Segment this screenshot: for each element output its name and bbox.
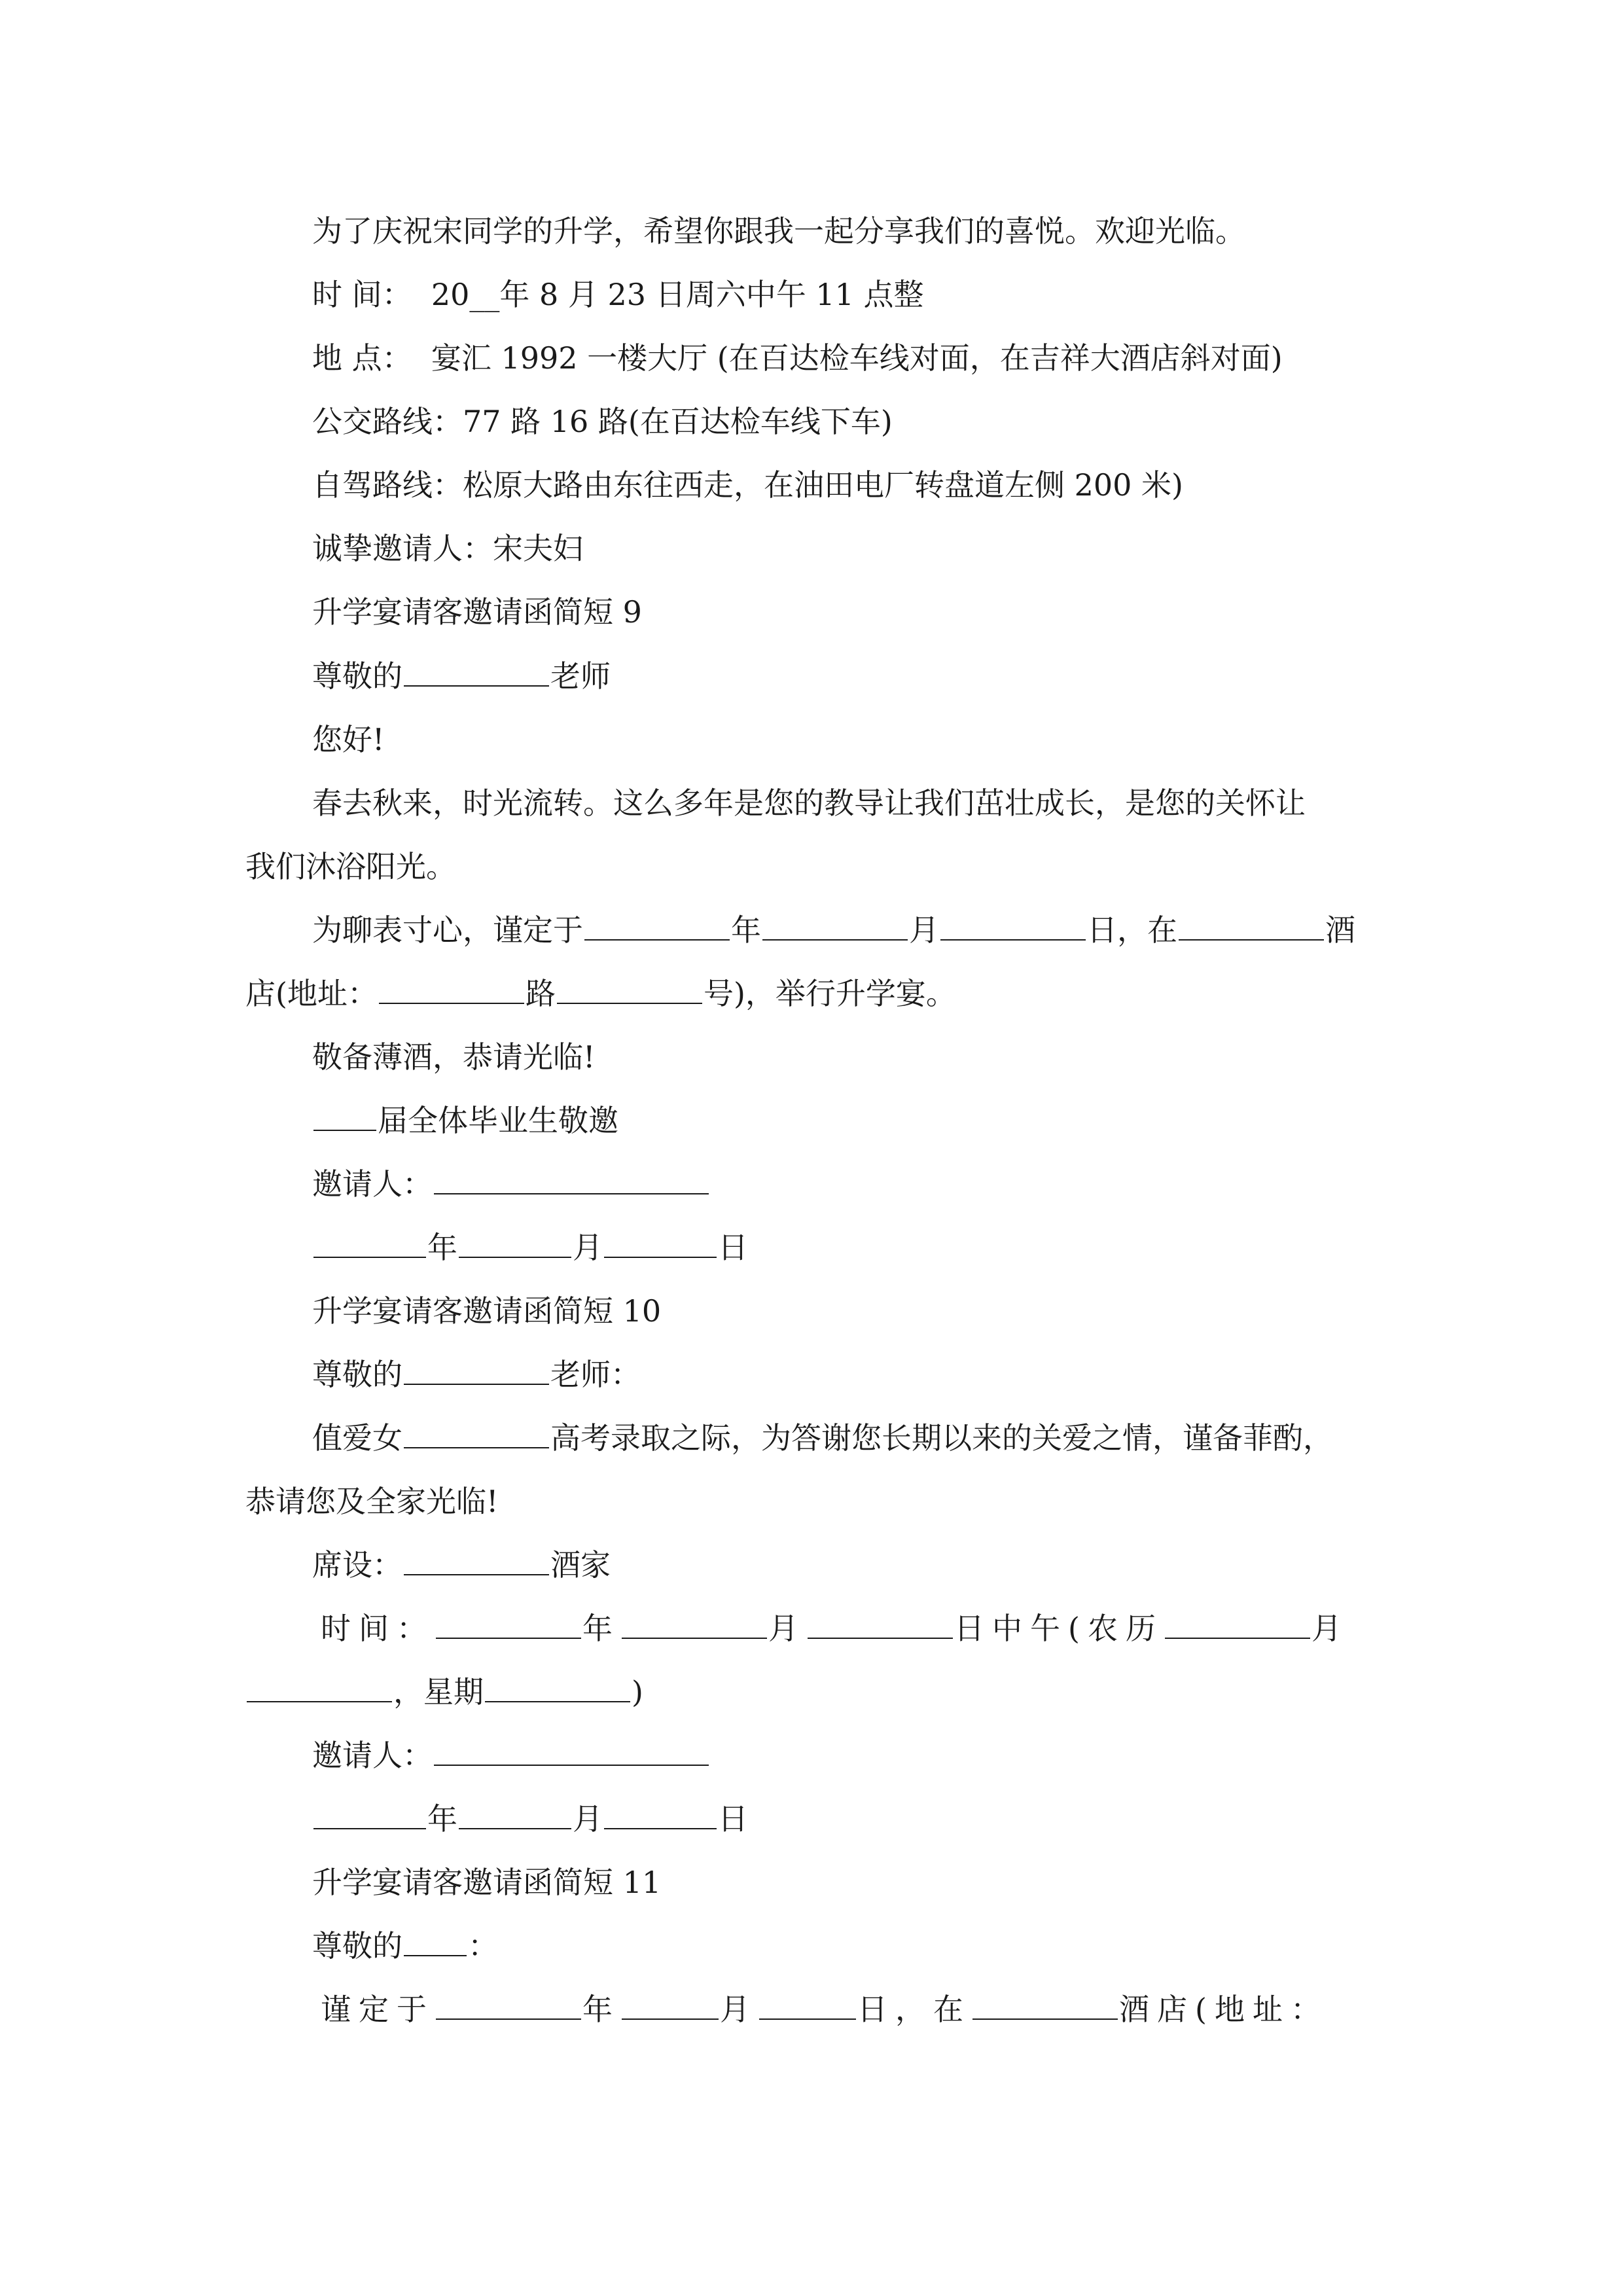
text-line — [312, 720, 385, 759]
paragraph-text: 日，在 — [857, 1992, 971, 2027]
text-line — [312, 211, 1245, 251]
blank-field — [972, 1992, 1118, 2020]
blank-field — [762, 913, 908, 941]
paragraph-text: 年 — [731, 912, 761, 948]
paragraph-text: 月 — [909, 912, 939, 948]
blank-field — [404, 1548, 549, 1575]
blank-field — [584, 913, 730, 941]
paragraph-text: 酒 — [1325, 912, 1355, 948]
blank-field — [459, 1802, 571, 1829]
paragraph-text: 敬备薄酒，恭请光临! — [312, 1039, 596, 1075]
paragraph-text: 谨定于 — [321, 1992, 435, 2027]
text-line — [312, 402, 893, 441]
salutation-text: 老师 — [550, 658, 611, 694]
blank-field — [1165, 1611, 1310, 1639]
time-label: ，星期 — [393, 1674, 484, 1710]
blank-field — [759, 1992, 856, 2020]
date-label: 日 — [718, 1230, 748, 1265]
paragraph-text: 店(地址： — [245, 976, 378, 1011]
text-line — [245, 1482, 499, 1521]
section-heading — [312, 1291, 661, 1331]
time-label: 月 — [1311, 1611, 1349, 1646]
text-line — [312, 1164, 710, 1204]
time-label: ) — [632, 1674, 643, 1710]
date-line — [312, 1228, 748, 1267]
salutation-text: 老师： — [550, 1357, 641, 1392]
blank-field — [434, 1167, 709, 1194]
venue-label: 酒家 — [550, 1547, 611, 1583]
text-line — [312, 1355, 641, 1394]
text-line — [312, 465, 1183, 505]
text-line — [312, 1037, 596, 1077]
date-label: 月 — [573, 1801, 603, 1837]
text-line — [312, 656, 611, 696]
blank-field — [247, 1675, 392, 1702]
blank-field — [459, 1230, 571, 1258]
bus-route: 公交路线：77 路 16 路(在百达检车线下车) — [312, 404, 893, 439]
time-label: 月 — [768, 1611, 806, 1646]
heading-text: 升学宴请客邀请函简短 11 — [312, 1865, 662, 1900]
blank-field — [557, 977, 702, 1004]
paragraph-text: 月 — [720, 1992, 758, 2027]
inviter-label: 邀请人： — [312, 1738, 433, 1773]
inviter-label: 邀请人： — [312, 1166, 433, 1202]
section-heading — [312, 592, 642, 632]
paragraph-text: 日，在 — [1087, 912, 1177, 948]
blank-field — [622, 1992, 719, 2020]
paragraph-text: 我们沐浴阳光。 — [245, 849, 456, 884]
text-line — [312, 338, 1283, 378]
text-line — [312, 1418, 1333, 1458]
text-line — [312, 1736, 710, 1775]
paragraph-text: 届全体毕业生敬邀 — [378, 1103, 618, 1138]
text-line — [321, 1609, 1349, 1648]
blank-field — [604, 1802, 717, 1829]
salutation-text: 尊敬的 — [312, 1357, 402, 1392]
paragraph-text: 路 — [525, 976, 556, 1011]
text-line — [245, 847, 456, 886]
driving-route: 自驾路线：松原大路由东往西走，在油田电厂转盘道左侧 200 米) — [312, 467, 1183, 503]
text-line — [312, 1926, 498, 1965]
paragraph-text: 春去秋来，时光流转。这么多年是您的教导让我们茁壮成长，是您的关怀让 — [312, 785, 1306, 821]
text-line — [312, 275, 923, 314]
paragraph-text: 恭请您及全家光临! — [245, 1484, 499, 1519]
inviter-line: 诚挚邀请人：宋夫妇 — [312, 531, 583, 566]
section-heading — [312, 1863, 661, 1902]
blank-field — [622, 1611, 767, 1639]
blank-field — [485, 1675, 630, 1702]
text-line — [312, 1545, 611, 1585]
time-label: 日中午(农历 — [954, 1611, 1164, 1646]
paragraph-text: 为了庆祝宋同学的升学，希望你跟我一起分享我们的喜悦。欢迎光临。 — [312, 213, 1245, 249]
text-line — [312, 910, 1355, 950]
time-label: 年 — [582, 1611, 620, 1646]
salutation-text: 尊敬的 — [312, 658, 402, 694]
text-line — [245, 1672, 643, 1712]
salutation-text: ： — [468, 1928, 498, 1964]
event-time: 时 间： 20__年 8 月 23 日周六中午 11 点整 — [312, 277, 924, 312]
blank-field — [404, 1929, 467, 1956]
date-label: 年 — [427, 1230, 457, 1265]
blank-field — [313, 1230, 426, 1258]
paragraph-text: 值爱女 — [312, 1420, 402, 1456]
blank-field — [313, 1802, 426, 1829]
greeting-text: 您好! — [312, 722, 385, 757]
blank-field — [404, 659, 549, 687]
heading-text: 升学宴请客邀请函简短 9 — [312, 594, 642, 630]
date-label: 年 — [427, 1801, 457, 1837]
paragraph-text: 为聊表寸心，谨定于 — [312, 912, 583, 948]
date-label: 日 — [718, 1801, 748, 1837]
blank-field — [379, 977, 524, 1004]
date-line — [312, 1799, 748, 1839]
paragraph-text: 年 — [582, 1992, 620, 2027]
heading-text: 升学宴请客邀请函简短 10 — [312, 1293, 662, 1329]
paragraph-text: 号)，举行升学宴。 — [703, 976, 956, 1011]
blank-field — [604, 1230, 717, 1258]
text-line — [321, 1990, 1329, 2029]
blank-field — [436, 1992, 581, 2020]
paragraph-text: 高考录取之际，为答谢您长期以来的关爱之情，谨备菲酌， — [550, 1420, 1333, 1456]
blank-field — [1179, 913, 1324, 941]
venue-label: 席设： — [312, 1547, 402, 1583]
blank-field — [436, 1611, 581, 1639]
blank-field — [313, 1103, 376, 1131]
blank-field — [404, 1421, 549, 1448]
blank-field — [434, 1738, 709, 1766]
paragraph-text: 酒店(地址： — [1119, 1992, 1329, 2027]
event-location: 地 点： 宴汇 1992 一楼大厅 (在百达检车线对面，在吉祥大酒店斜对面) — [312, 340, 1283, 376]
date-label: 月 — [573, 1230, 603, 1265]
salutation-text: 尊敬的 — [312, 1928, 402, 1964]
text-line — [312, 1101, 618, 1140]
blank-field — [940, 913, 1086, 941]
time-label: 时间： — [321, 1611, 435, 1646]
text-line — [245, 974, 956, 1013]
blank-field — [404, 1357, 549, 1385]
text-line — [312, 783, 1306, 823]
blank-field — [808, 1611, 953, 1639]
text-line — [312, 529, 583, 568]
